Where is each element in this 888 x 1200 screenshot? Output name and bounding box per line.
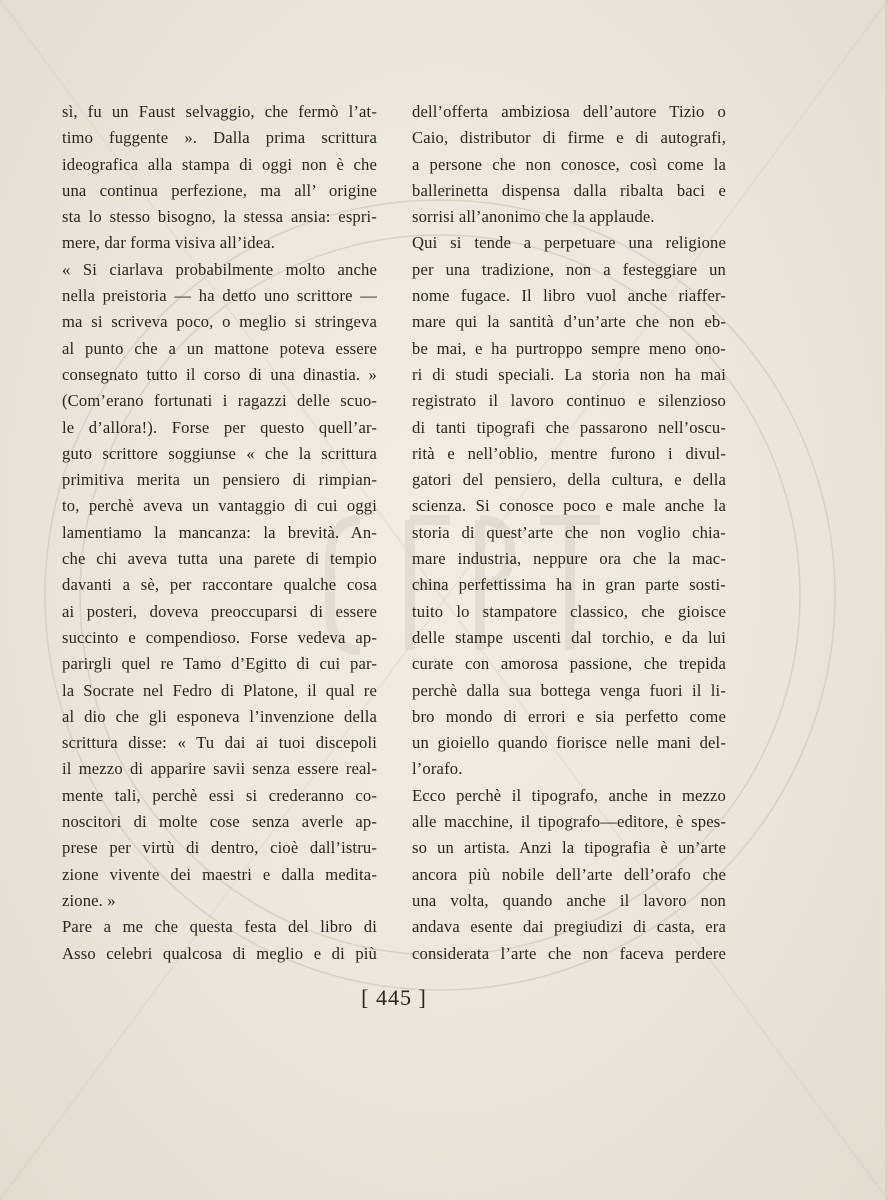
- text-line: rità e nell’oblio, mentre furono i divul-: [412, 443, 726, 463]
- text-line: lamentiamo la mancanza: la brevità. An-: [62, 522, 377, 542]
- text-line: bro mondo di errori e sia perfetto come: [412, 706, 726, 726]
- text-line: davanti a sè, per raccontare qualche cosa: [62, 575, 377, 595]
- text-line: ideografica alla stampa di oggi non è che: [62, 154, 377, 174]
- text-line: so un artista. Anzi la tipografia è un’arte: [412, 838, 726, 858]
- text-line: Qui si tende a perpetuare una religione: [412, 233, 726, 253]
- text-line: il mezzo di apparire savii senza essere real-: [62, 759, 377, 779]
- text-line: scienza. Si conosce poco e male anche la: [412, 496, 726, 516]
- page-number: [ 445 ]: [361, 985, 427, 1010]
- text-line: zione vivente dei maestri e dalla medita-: [62, 864, 377, 884]
- text-line: zione. »: [62, 890, 116, 910]
- text-line: storia di quest’arte che non voglio chia-: [412, 522, 726, 542]
- text-line: di tanti tipografi che passarono nell’oscu-: [412, 417, 726, 437]
- text-line: « Si ciarlava probabilmente molto anche: [62, 259, 377, 279]
- text-line: mare qui la santità d’un’arte che non eb-: [412, 312, 726, 332]
- text-line: mare industria, neppure ora che la mac-: [412, 549, 726, 569]
- text-line: l’orafo.: [412, 759, 463, 779]
- text-line: Ecco perchè il tipografo, anche in mezzo: [412, 785, 726, 805]
- text-line: una continua perfezione, ma all’ origine: [62, 180, 377, 200]
- text-line: sta lo stesso bisogno, la stessa ansia: espri-: [62, 207, 377, 227]
- text-line: sorrisi all’anonimo che la applaude.: [412, 207, 655, 227]
- text-line: be mai, e ha purtroppo sempre meno ono-: [412, 338, 726, 358]
- text-line: a persone che non conosce, così come la: [412, 154, 726, 174]
- text-line: prese per virtù di dentro, cioè dall’istru-: [62, 838, 377, 858]
- text-line: registrato il lavoro continuo e silenzioso: [412, 391, 726, 411]
- text-line: succinto e compendioso. Forse vedeva ap-: [62, 627, 377, 647]
- text-line: curate con amorosa passione, che trepida: [412, 654, 726, 674]
- text-line: primitiva merita un pensiero di rimpian-: [62, 470, 377, 490]
- text-line: al dio che gli esponeva l’invenzione della: [62, 706, 377, 726]
- text-line: sì, fu un Faust selvaggio, che fermò l’at-: [62, 102, 377, 121]
- text-line: la Socrate nel Fedro di Platone, il qual re: [62, 680, 377, 700]
- text-line: dell’offerta ambiziosa dell’autore Tizio o: [412, 102, 726, 121]
- text-line: alle macchine, il tipografo—editore, è spes-: [412, 812, 726, 832]
- text-line: parirgli quel re Tamo d’Egitto di cui par-: [62, 654, 377, 674]
- text-line: che chi aveva tutta una parete di tempio: [62, 549, 377, 569]
- text-line: perchè dalla sua bottega venga fuori il li-: [412, 680, 726, 700]
- text-line: ma si scriveva poco, o meglio si stringeva: [62, 312, 377, 332]
- text-line: tuito lo stampatore classico, che gioisce: [412, 601, 726, 621]
- text-line: un gioiello quando fiorisce nelle mani del-: [412, 733, 726, 753]
- text-line: Pare a me che questa festa del libro di: [62, 917, 377, 937]
- text-line: considerata l’arte che non faceva perdere: [412, 943, 726, 963]
- text-line: delle stampe uscenti dal torchio, e da lui: [412, 627, 726, 647]
- text-line: mere, dar forma visiva all’idea.: [62, 233, 276, 253]
- text-line: Asso celebri qualcosa di meglio e di più: [62, 943, 377, 963]
- left-text-column: [62, 99, 377, 967]
- text-line: andava esente dai pregiudizi di casta, era: [412, 917, 726, 937]
- text-line: mente tali, perchè essi si crederanno co-: [62, 785, 377, 805]
- text-line: consegnato tutto il corso di una dinastia. »: [62, 364, 377, 384]
- text-line: scrittura disse: « Tu dai ai tuoi discepoli: [62, 733, 377, 753]
- text-line: ballerinetta dispensa dalla ribalta baci e: [412, 180, 726, 200]
- text-line: nome fugace. Il libro vuol anche riaffer-: [412, 286, 726, 306]
- text-line: le d’allora!). Forse per questo quell’ar-: [62, 417, 377, 437]
- right-text-column: [412, 99, 726, 967]
- text-line: (Com’erano fortunati i ragazzi delle scuo-: [62, 391, 377, 411]
- text-line: guto scrittore soggiunse « che la scrittura: [62, 443, 377, 463]
- text-line: Caio, distributor di firme e di autografi,: [412, 128, 726, 148]
- text-line: gatori del pensiero, della cultura, e della: [412, 470, 726, 490]
- text-line: timo fuggente ». Dalla prima scrittura: [62, 128, 377, 148]
- text-line: una volta, quando anche il lavoro non: [412, 890, 726, 910]
- text-line: ri di studi speciali. La storia non ha mai: [412, 364, 726, 384]
- text-line: ancora più nobile dell’arte dell’orafo che: [412, 864, 726, 884]
- text-line: to, perchè aveva un vantaggio di cui oggi: [62, 496, 377, 516]
- text-line: ai posteri, doveva preoccuparsi di essere: [62, 601, 377, 621]
- text-line: noscitori di molte cose senza averle ap-: [62, 812, 377, 832]
- text-line: nella preistoria — ha detto uno scrittore —: [62, 286, 377, 306]
- text-line: al punto che a un mattone poteva essere: [62, 338, 377, 358]
- text-line: per una tradizione, non a festeggiare un: [412, 259, 726, 279]
- text-line: china perfettissima ha in gran parte sosti-: [412, 575, 726, 595]
